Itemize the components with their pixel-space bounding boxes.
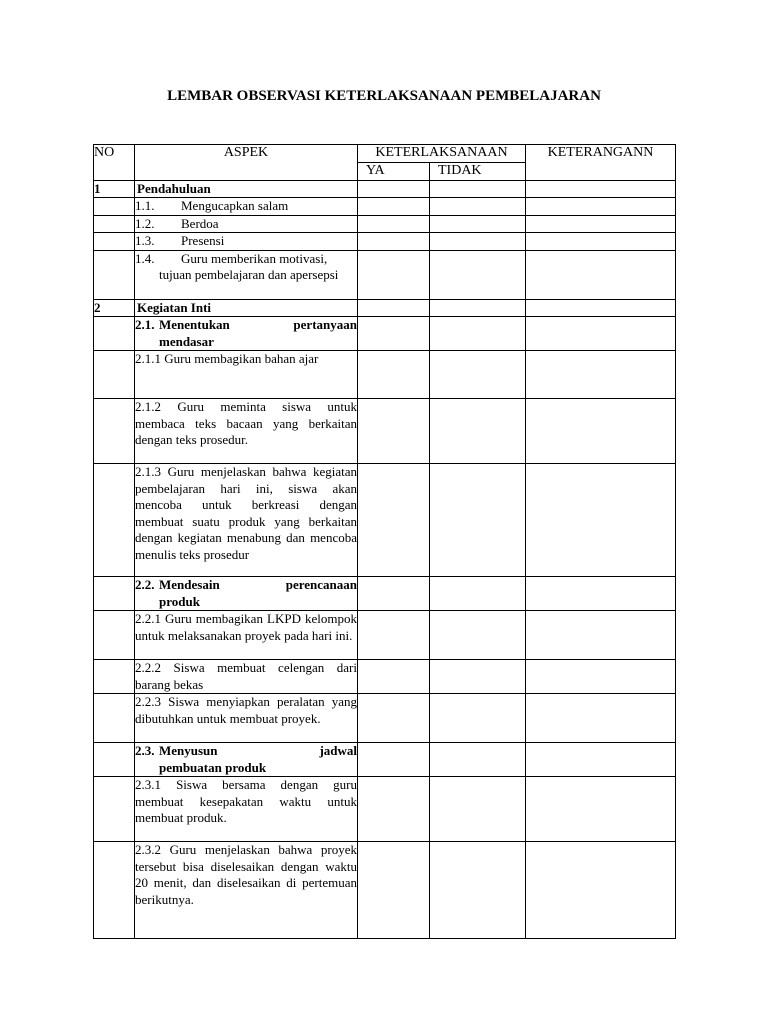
table-row (94, 694, 676, 743)
keterangan-cell (526, 777, 676, 842)
ya-cell (358, 660, 430, 694)
ya-cell (358, 464, 430, 577)
ya-cell (358, 777, 430, 842)
ya-cell (358, 317, 430, 351)
table-row (94, 777, 676, 842)
ya-cell (358, 215, 430, 233)
item-number: 1.3. (135, 233, 155, 248)
item-text: 2.3.1 Siswa bersama dengan guru membuat kesepakatan waktu untuk membuat produk. (135, 777, 357, 825)
header-aspek: ASPEK (135, 145, 358, 181)
tidak-cell (430, 250, 526, 299)
item-text: 2.1.1 Guru membagikan bahan ajar (135, 351, 319, 366)
row-number (94, 611, 135, 660)
ya-cell (358, 180, 430, 198)
keterangan-cell (526, 198, 676, 216)
row-number (94, 399, 135, 464)
tidak-cell (430, 180, 526, 198)
table-row (94, 250, 676, 299)
item-text: 2.1.2 Guru meminta siswa untuk membaca teks bacaan yang berkaitan dengan teks prosedur. (135, 399, 357, 447)
keterangan-cell (526, 317, 676, 351)
table-row (94, 660, 676, 694)
section-label: Pendahuluan (137, 180, 211, 196)
row-number (94, 198, 135, 216)
document-title: LEMBAR OBSERVASI KETERLAKSANAAN PEMBELAJARAN (167, 88, 601, 104)
row-number: 2 (94, 299, 135, 317)
tidak-cell (430, 842, 526, 939)
tidak-cell (430, 464, 526, 577)
tidak-cell (430, 777, 526, 842)
row-number (94, 777, 135, 842)
item-number: 1.4. (135, 250, 155, 266)
header-row (94, 145, 676, 163)
row-number (94, 233, 135, 251)
item-text: 2.2.1 Guru membagikan LKPD kelompok untuk melaksanakan proyek pada hari ini. (135, 611, 357, 643)
table-row (94, 233, 676, 251)
table-row (94, 611, 676, 660)
tidak-cell (430, 743, 526, 777)
subsection-title-line2: produk (159, 593, 200, 609)
row-number (94, 215, 135, 233)
table-row (94, 351, 676, 399)
section-label: Kegiatan Inti (137, 299, 212, 315)
item-number: 1.1. (135, 198, 155, 213)
subsection-number: 2.3. (135, 743, 155, 758)
subsection-title-line2: mendasar (159, 333, 214, 349)
subsection-title-line1 (159, 317, 357, 334)
row-number (94, 351, 135, 399)
ya-cell (358, 842, 430, 939)
observation-table (93, 144, 676, 939)
item-text-continued: tujuan pembelajaran dan apersepsi (159, 267, 339, 282)
keterangan-cell (526, 250, 676, 299)
tidak-cell (430, 233, 526, 251)
ya-cell (358, 233, 430, 251)
ya-cell (358, 694, 430, 743)
tidak-cell (430, 399, 526, 464)
header-ya: YA (358, 163, 430, 181)
keterangan-cell (526, 233, 676, 251)
tidak-cell (430, 198, 526, 216)
keterangan-cell (526, 299, 676, 317)
subsection-number: 2.2. (135, 577, 155, 592)
row-number (94, 660, 135, 694)
header-no: NO (94, 145, 135, 181)
table-row (94, 577, 676, 611)
subsection-number: 2.1. (135, 317, 155, 332)
row-number (94, 317, 135, 351)
item-text: 2.3.2 Guru menjelaskan bahwa proyek tersebut bisa diselesaikan dengan waktu 20 menit, dan diselesaikan di pertemuan berikutnya. (135, 842, 357, 907)
subsection-title-word: Mendesain (159, 577, 220, 592)
subsection-title-line1 (159, 577, 357, 594)
tidak-cell (430, 611, 526, 660)
subsection-title-word: perencanaan (285, 577, 357, 592)
row-number (94, 842, 135, 939)
keterangan-cell (526, 743, 676, 777)
ya-cell (358, 198, 430, 216)
tidak-cell (430, 317, 526, 351)
subsection-title-line1 (159, 743, 357, 760)
item-number: 1.2. (135, 215, 155, 231)
row-number (94, 694, 135, 743)
row-number (94, 250, 135, 299)
keterangan-cell (526, 399, 676, 464)
keterangan-cell (526, 351, 676, 399)
keterangan-cell (526, 694, 676, 743)
ya-cell (358, 743, 430, 777)
header-tidak: TIDAK (430, 163, 526, 181)
ya-cell (358, 299, 430, 317)
item-text: 2.2.3 Siswa menyiapkan peralatan yang dibutuhkan untuk membuat proyek. (135, 694, 357, 726)
keterangan-cell (526, 215, 676, 233)
subsection-title-word: Menyusun (159, 743, 218, 758)
row-number: 1 (94, 180, 135, 198)
tidak-cell (430, 660, 526, 694)
table-row (94, 743, 676, 777)
tidak-cell (430, 351, 526, 399)
item-text: Berdoa (181, 215, 219, 231)
tidak-cell (430, 215, 526, 233)
ya-cell (358, 250, 430, 299)
row-number (94, 577, 135, 611)
subsection-title-line2: pembuatan produk (159, 759, 267, 775)
keterangan-cell (526, 842, 676, 939)
row-number (94, 464, 135, 577)
table-row (94, 299, 676, 317)
item-text: 2.1.3 Guru menjelaskan bahwa kegiatan pembelajaran hari ini, siswa akan mencoba untuk berkreasi dengan membuat suatu produk yang berkaitan dengan kegiatan menabung dan mencoba menulis teks prosedur (135, 464, 357, 562)
tidak-cell (430, 299, 526, 317)
tidak-cell (430, 694, 526, 743)
keterangan-cell (526, 577, 676, 611)
item-text: Presensi (181, 233, 225, 248)
ya-cell (358, 351, 430, 399)
table-row (94, 180, 676, 198)
subsection-title-text: Menentukan pertanyaan (159, 317, 357, 332)
table-row (94, 317, 676, 351)
ya-cell (358, 577, 430, 611)
keterangan-cell (526, 611, 676, 660)
ya-cell (358, 611, 430, 660)
item-text: Guru memberikan motivasi, (181, 250, 328, 266)
item-text: Mengucapkan salam (181, 198, 289, 213)
table-row (94, 842, 676, 939)
header-keterangan: KETERANGANN (526, 145, 676, 181)
keterangan-cell (526, 180, 676, 198)
table-row (94, 399, 676, 464)
ya-cell (358, 399, 430, 464)
table-row (94, 215, 676, 233)
subsection-title-word: jadwal (319, 743, 357, 758)
keterangan-cell (526, 464, 676, 577)
keterangan-cell (526, 660, 676, 694)
item-text: 2.2.2 Siswa membuat celengan dari barang bekas (135, 660, 357, 692)
header-keterlaksanaan: KETERLAKSANAAN (358, 145, 526, 163)
row-number (94, 743, 135, 777)
table-row (94, 198, 676, 216)
table-row (94, 464, 676, 577)
tidak-cell (430, 577, 526, 611)
